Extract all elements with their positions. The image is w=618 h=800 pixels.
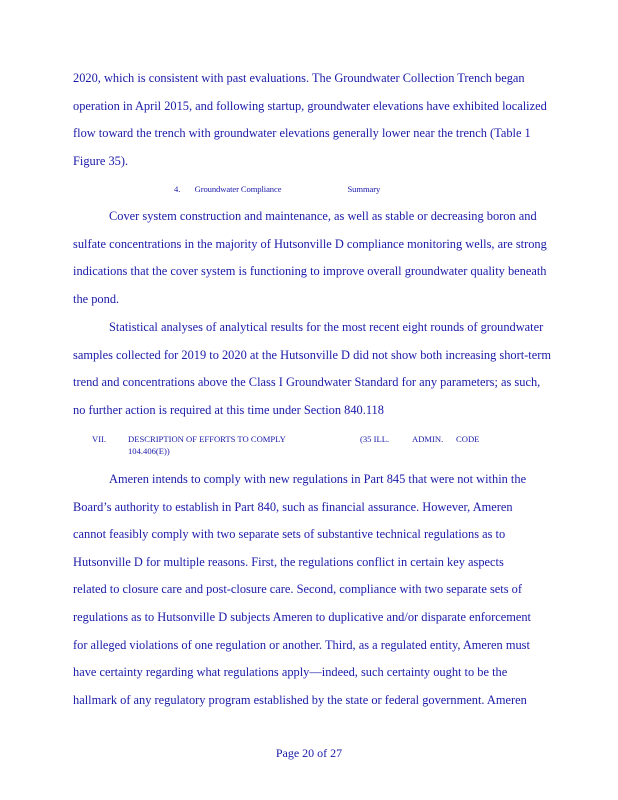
text-line: the pond. [73,291,120,306]
text-line: hallmark of any regulatory program established by the state or federal government. Ameren [73,692,527,707]
paragraph-ameren-compliance [73,466,573,714]
section-heading-7 [92,433,479,457]
text-line: Statistical analyses of analytical results for the most recent eight rounds of groundwater [109,320,544,334]
text-line: have certainty regarding what regulations apply—indeed, such certainty ought to be the [73,665,508,680]
heading-title: Groundwater Compliance [194,184,282,194]
section-heading-4 [174,184,380,194]
heading-number: VII. [92,434,107,444]
text-line: Cover system construction and maintenance, as well as stable or decreasing boron and [109,209,537,223]
text-line: Figure 35). [73,153,129,168]
text-line: trend and concentrations above the Class I Groundwater Standard for any parameters; as such, [73,375,541,390]
text-line: for alleged violations of one regulation or another. Third, as a regulated entity, Ameren must [73,637,530,652]
heading-title-2: Summary [347,184,381,194]
text-line: Ameren intends to comply with new regulations in Part 845 that were not within the [109,472,527,486]
text-line: samples collected for 2019 to 2020 at the Hutsonville D did not show both increasing short-term [73,347,551,362]
page-number-footer: Page 20 of 27 [275,746,343,760]
text-line: indications that the cover system is functioning to improve overall groundwater quality beneath [73,264,547,279]
text-line: sulfate concentrations in the majority of Hutsonville D compliance monitoring wells, are strong [73,236,547,251]
text-line: no further action is required at this time under Section 840.118 [73,402,384,417]
text-line: operation in April 2015, and following startup, groundwater elevations have exhibited localized [73,98,547,113]
paragraph-groundwater-collection [73,65,573,175]
text-line: Board’s authority to establish in Part 840, such as financial assurance. However, Ameren [73,499,513,514]
heading-ref: 104.406(E)) [128,446,170,456]
text-line: cannot feasibly comply with two separate sets of substantive technical regulations as to [73,527,506,542]
text-line: regulations as to Hutsonville D subjects Ameren to duplicative and/or disparate enforcement [73,609,531,624]
heading-ref: CODE [456,434,480,444]
paragraph-statistical-analyses [73,314,573,424]
text-line: related to closure care and post-closure care. Second, compliance with two separate sets of [73,582,522,597]
paragraph-cover-system [73,203,573,313]
heading-ref: (35 ILL. [360,434,390,444]
heading-ref: ADMIN. [412,434,444,444]
heading-number: 4. [174,184,181,194]
text-line: Hutsonville D for multiple reasons. First, the regulations conflict in certain key aspects [73,554,504,569]
text-line: 2020, which is consistent with past evaluations. The Groundwater Collection Trench began [73,71,525,85]
heading-title: DESCRIPTION OF EFFORTS TO COMPLY [128,434,286,444]
text-line: flow toward the trench with groundwater elevations generally lower near the trench (Table 1 [73,126,531,141]
